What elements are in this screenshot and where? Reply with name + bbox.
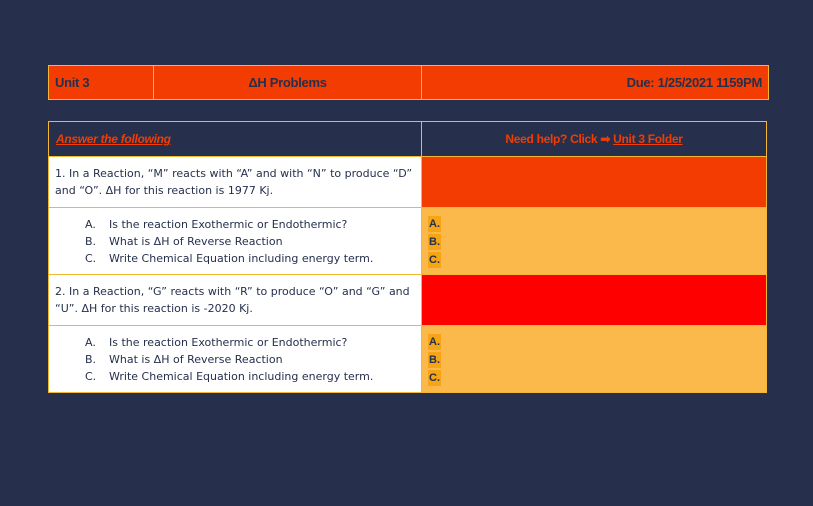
problems-table xyxy=(48,121,767,393)
answer-heading: Answer the following xyxy=(56,132,171,146)
problem-1-questions xyxy=(49,208,422,275)
problem-1-answers[interactable] xyxy=(422,208,767,275)
problem-1-answer-block xyxy=(422,157,767,208)
help-cell xyxy=(422,122,767,157)
answer-a[interactable]: A. xyxy=(429,218,440,230)
list-item: C. Write Chemical Equation including energy term. xyxy=(85,369,374,383)
unit-folder-link[interactable]: Unit 3 Folder xyxy=(613,132,683,146)
answer-heading-cell xyxy=(49,122,422,157)
answer-c[interactable]: C. xyxy=(429,254,440,266)
right-arrow-icon: ➡ xyxy=(600,132,611,146)
answer-b[interactable]: B. xyxy=(429,354,440,366)
list-item: C. Write Chemical Equation including energy term. xyxy=(85,251,374,265)
header-table xyxy=(48,65,769,100)
unit-label: Unit 3 xyxy=(49,66,154,100)
assignment-title: ΔH Problems xyxy=(154,66,422,100)
problem-2-answer-block xyxy=(422,275,767,326)
list-item: A. Is the reaction Exothermic or Endothermic? xyxy=(85,335,348,349)
list-item: A. Is the reaction Exothermic or Endothermic? xyxy=(85,217,348,231)
due-date: Due: 1/25/2021 1159PM xyxy=(422,66,769,100)
list-item: B. What is ΔH of Reverse Reaction xyxy=(85,352,283,366)
list-item: B. What is ΔH of Reverse Reaction xyxy=(85,234,283,248)
problem-2-questions xyxy=(49,326,422,393)
problem-2-statement: 2. In a Reaction, “G” reacts with “R” to produce “O” and “G” and “U”. ΔH for this reaction is -2020 Kj. xyxy=(49,275,422,326)
answer-b[interactable]: B. xyxy=(429,236,440,248)
problem-1-statement: 1. In a Reaction, “M” reacts with “A” and with “N” to produce “D” and “O”. ΔH for this reaction is 1977 Kj. xyxy=(49,157,422,208)
help-text: Need help? Click xyxy=(505,132,601,146)
answer-c[interactable]: C. xyxy=(429,372,440,384)
answer-a[interactable]: A. xyxy=(429,336,440,348)
problem-2-answers[interactable] xyxy=(422,326,767,393)
